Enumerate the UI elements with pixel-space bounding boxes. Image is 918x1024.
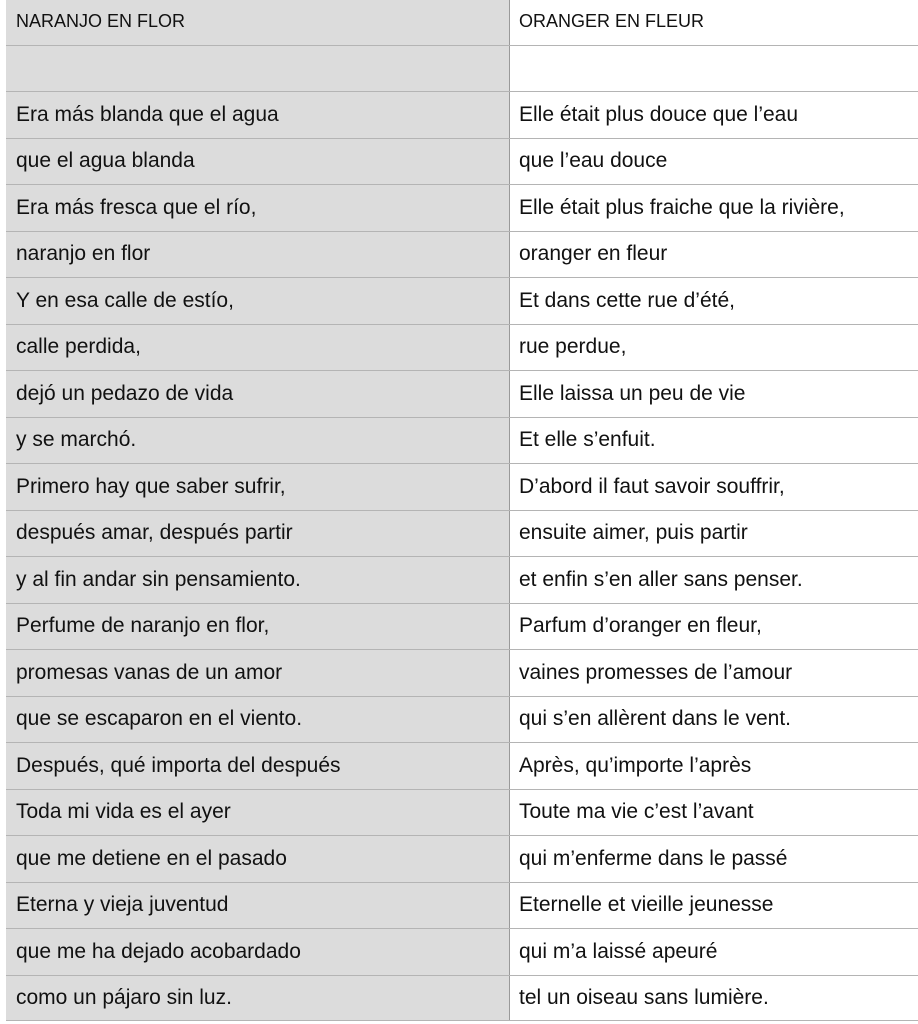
- spanish-line-cell[interactable]: calle perdida,: [6, 325, 510, 371]
- spanish-line-cell[interactable]: promesas vanas de un amor: [6, 650, 510, 696]
- spanish-line-cell[interactable]: que se escaparon en el viento.: [6, 697, 510, 743]
- translation-table: [6, 0, 918, 1020]
- spanish-line-cell[interactable]: naranjo en flor: [6, 232, 510, 278]
- french-line-cell[interactable]: Et elle s’enfuit.: [510, 418, 918, 464]
- spanish-line-cell[interactable]: y al fin andar sin pensamiento.: [6, 557, 510, 603]
- table-row: [6, 138, 918, 185]
- french-blank-cell[interactable]: [510, 46, 918, 91]
- poem-lines: [6, 91, 918, 1021]
- french-line-cell[interactable]: Elle laissa un peu de vie: [510, 371, 918, 417]
- table-row: [6, 649, 918, 696]
- spanish-line-cell[interactable]: dejó un pedazo de vida: [6, 371, 510, 417]
- spanish-line-cell[interactable]: que me ha dejado acobardado: [6, 929, 510, 975]
- french-line-cell[interactable]: Parfum d’oranger en fleur,: [510, 604, 918, 650]
- table-row: [6, 556, 918, 603]
- spanish-line-cell[interactable]: Primero hay que saber sufrir,: [6, 464, 510, 510]
- french-header-cell[interactable]: ORANGER EN FLEUR: [510, 0, 918, 45]
- french-line-cell[interactable]: tel un oiseau sans lumière.: [510, 976, 918, 1021]
- spanish-line-cell[interactable]: Toda mi vida es el ayer: [6, 790, 510, 836]
- table-row: [6, 277, 918, 324]
- spanish-line-cell[interactable]: como un pájaro sin luz.: [6, 976, 510, 1021]
- spanish-line-cell[interactable]: Perfume de naranjo en flor,: [6, 604, 510, 650]
- table-row: [6, 975, 918, 1022]
- spanish-line-cell[interactable]: y se marchó.: [6, 418, 510, 464]
- table-row: [6, 742, 918, 789]
- table-row: [6, 324, 918, 371]
- french-line-cell[interactable]: ensuite aimer, puis partir: [510, 511, 918, 557]
- french-line-cell[interactable]: que l’eau douce: [510, 139, 918, 185]
- table-row: [6, 696, 918, 743]
- spanish-header-cell[interactable]: NARANJO EN FLOR: [6, 0, 510, 45]
- french-line-cell[interactable]: vaines promesses de l’amour: [510, 650, 918, 696]
- spanish-line-cell[interactable]: Después, qué importa del después: [6, 743, 510, 789]
- blank-row: [6, 45, 918, 91]
- spanish-line-cell[interactable]: que me detiene en el pasado: [6, 836, 510, 882]
- french-line-cell[interactable]: qui m’enferme dans le passé: [510, 836, 918, 882]
- table-row: [6, 370, 918, 417]
- spanish-line-cell[interactable]: que el agua blanda: [6, 139, 510, 185]
- spanish-line-cell[interactable]: después amar, después partir: [6, 511, 510, 557]
- french-line-cell[interactable]: rue perdue,: [510, 325, 918, 371]
- table-row: [6, 184, 918, 231]
- french-line-cell[interactable]: Après, qu’importe l’après: [510, 743, 918, 789]
- spanish-line-cell[interactable]: Y en esa calle de estío,: [6, 278, 510, 324]
- table-row: [6, 463, 918, 510]
- table-row: [6, 510, 918, 557]
- french-line-cell[interactable]: oranger en fleur: [510, 232, 918, 278]
- french-line-cell[interactable]: Elle était plus fraiche que la rivière,: [510, 185, 918, 231]
- spanish-blank-cell[interactable]: [6, 46, 510, 91]
- french-line-cell[interactable]: Toute ma vie c’est l’avant: [510, 790, 918, 836]
- table-row: [6, 928, 918, 975]
- header-row: [6, 0, 918, 45]
- table-row: [6, 835, 918, 882]
- table-row: [6, 603, 918, 650]
- spanish-line-cell[interactable]: Eterna y vieja juventud: [6, 883, 510, 929]
- french-line-cell[interactable]: et enfin s’en aller sans penser.: [510, 557, 918, 603]
- table-row: [6, 417, 918, 464]
- table-row: [6, 231, 918, 278]
- spanish-line-cell[interactable]: Era más fresca que el río,: [6, 185, 510, 231]
- table-row: [6, 91, 918, 138]
- spanish-line-cell[interactable]: Era más blanda que el agua: [6, 92, 510, 138]
- table-row: [6, 882, 918, 929]
- french-line-cell[interactable]: qui m’a laissé apeuré: [510, 929, 918, 975]
- french-line-cell[interactable]: Eternelle et vieille jeunesse: [510, 883, 918, 929]
- french-line-cell[interactable]: Elle était plus douce que l’eau: [510, 92, 918, 138]
- table-row: [6, 789, 918, 836]
- french-line-cell[interactable]: D’abord il faut savoir souffrir,: [510, 464, 918, 510]
- french-line-cell[interactable]: Et dans cette rue d’été,: [510, 278, 918, 324]
- french-line-cell[interactable]: qui s’en allèrent dans le vent.: [510, 697, 918, 743]
